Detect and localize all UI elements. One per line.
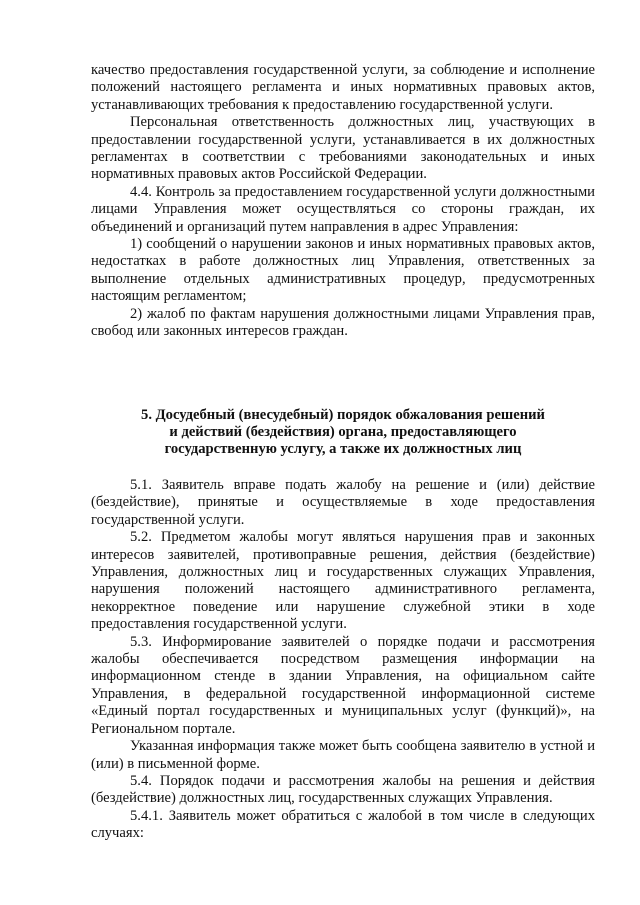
- top-text-block: [91, 62, 595, 341]
- paragraph: Указанная информация также может быть сообщена заявителю в устной и (или) в письменной форме.: [91, 738, 595, 772]
- bottom-text-block: [91, 477, 595, 843]
- paragraph: качество предоставления государственной услуги, за соблюдение и исполнение положений настоящего регламента и иных нормативных правовых актов, устанавливающих требования к предоставлению государственной услуги.: [91, 62, 595, 113]
- paragraph: 1) сообщений о нарушении законов и иных нормативных правовых актов, недостатках в работе должностных лиц Управления, ответственных за выполнение отдельных административных процедур, предусмотренных настоящим регламентом;: [91, 236, 595, 305]
- section-heading: [91, 407, 595, 458]
- paragraph: 5.4. Порядок подачи и рассмотрения жалобы на решения и действия (бездействие) должностных лиц, государственных служащих Управления.: [91, 772, 595, 807]
- section-heading-line: 5. Досудебный (внесудебный) порядок обжалования решений: [141, 407, 545, 423]
- paragraph: 5.2. Предметом жалобы могут являться нарушения прав и законных интересов заявителей, противоправные решения, действия (бездействие) Управления, должностных лиц и государственных служащих Управления, нарушения положений настоящего административного регламента, некорректное поведение или нарушение служебной этики в ходе предоставления государственной услуги.: [91, 529, 595, 633]
- paragraph: 5.3. Информирование заявителей о порядке подачи и рассмотрения жалобы обеспечивается посредством размещения информации на информационном стенде в здании Управления, на официальном сайте Управления, в федеральной государственной информационной системе «Единый портал государственных и муниципальных услуг (функций)», на Региональном портале.: [91, 633, 595, 737]
- paragraph: 4.4. Контроль за предоставлением государственной услуги должностными лицами Управления может осуществляться со стороны граждан, их объединений и организаций путем направления в адрес Управления:: [91, 183, 595, 235]
- section-heading-line: государственную услугу, а также их должностных лиц: [164, 441, 522, 457]
- paragraph: 5.4.1. Заявитель может обратиться с жалобой в том числе в следующих случаях:: [91, 807, 595, 842]
- section-heading-line: и действий (бездействия) органа, предоставляющего: [169, 424, 517, 440]
- paragraph: Персональная ответственность должностных лиц, участвующих в предоставлении государственной услуги, устанавливается в их должностных регламентах в соответствии с требованиями законодательных и иных нормативных правовых актов Российской Федерации.: [91, 114, 595, 183]
- paragraph: 2) жалоб по фактам нарушения должностными лицами Управления прав, свобод или законных интересов граждан.: [91, 305, 595, 340]
- paragraph: 5.1. Заявитель вправе подать жалобу на решение и (или) действие (бездействие), принятые и осуществляемые в ходе предоставления государственной услуги.: [91, 477, 595, 528]
